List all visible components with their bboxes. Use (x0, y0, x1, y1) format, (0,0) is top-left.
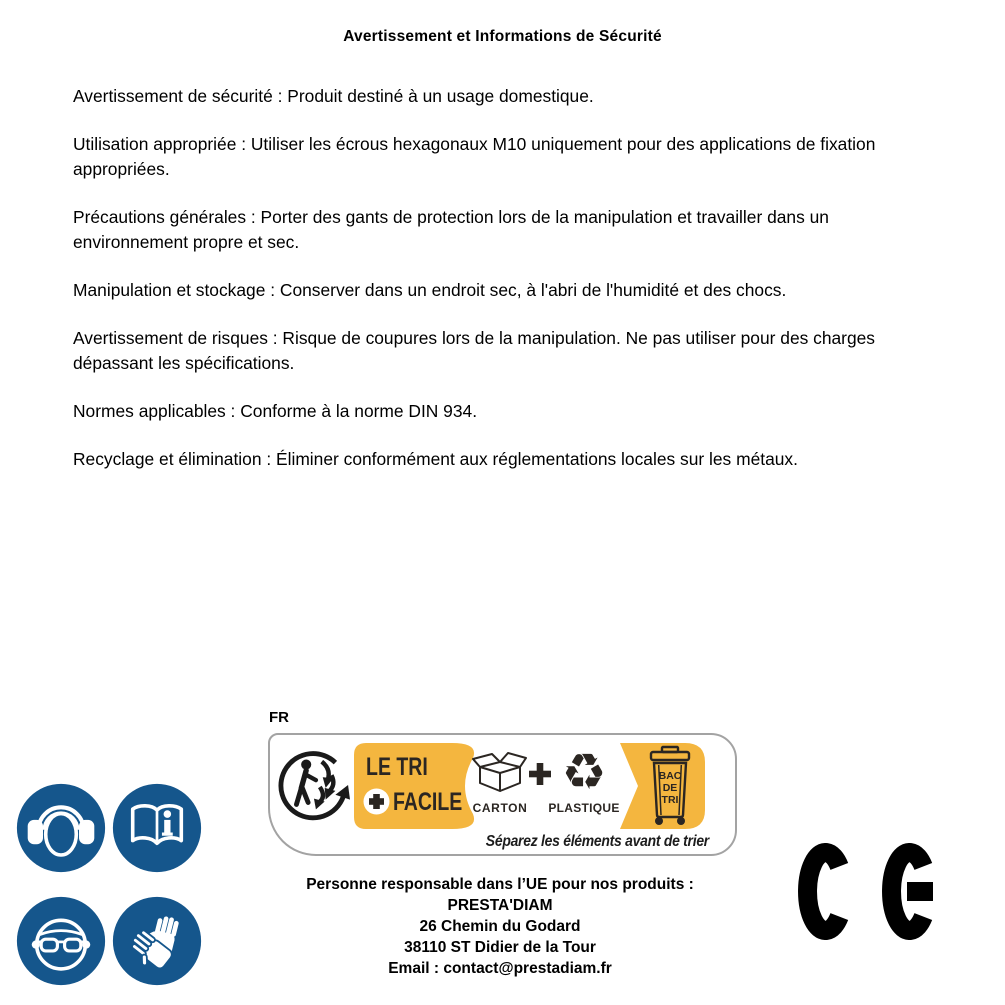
safety-paragraphs (73, 84, 925, 495)
paragraph-standards: Normes applicables : Conforme à la norme DIN 934. (73, 401, 478, 421)
ear-protection-icon (16, 783, 106, 873)
eye-protection-icon (16, 896, 106, 986)
plastique-label: PLASTIQUE (548, 801, 620, 815)
recycling-arrows-icon: ♻ (561, 744, 607, 800)
responsible-email: Email : contact@prestadiam.fr (388, 960, 612, 977)
triman-icon (276, 748, 350, 822)
page-title: Avertissement et Informations de Sécurité (343, 28, 662, 45)
responsible-city: 38110 ST Didier de la Tour (404, 939, 596, 956)
responsible-street: 26 Chemin du Godard (419, 918, 581, 935)
bin-label-line3: TRI (661, 794, 679, 806)
le-tri-facile-banner (352, 742, 715, 830)
ce-marking-icon (798, 843, 937, 940)
mandatory-pictograms (16, 783, 202, 986)
responsible-intro: Personne responsable dans l’UE pour nos produits : (306, 876, 694, 893)
read-manual-icon (112, 783, 202, 873)
paragraph-handling-storage: Manipulation et stockage : Conserver dans un endroit sec, à l'abri de l'humidité et des chocs. (73, 280, 787, 300)
bin-label-line2: DE (662, 782, 678, 794)
triman-recycling-label (268, 733, 737, 856)
bin-label-line1: BAC (658, 770, 682, 782)
paragraph-safety-warning: Avertissement de sécurité : Produit destiné à un usage domestique. (73, 86, 594, 106)
paragraph-appropriate-use: Utilisation appropriée : Utiliser les écrous hexagonaux M10 uniquement pour des applications de fixation appropriées. (73, 134, 876, 179)
responsible-person-block (260, 874, 740, 979)
fr-country-code: FR (269, 709, 289, 726)
le-tri-text: LE TRI (366, 752, 428, 781)
facile-text: FACILE (392, 787, 463, 816)
paragraph-recycling: Recyclage et élimination : Éliminer conformément aux réglementations locales sur les métaux. (73, 449, 798, 469)
paragraph-risk-warning: Avertissement de risques : Risque de coupures lors de la manipulation. Ne pas utiliser pour des charges dépassant les spécifications. (73, 328, 876, 373)
protective-gloves-icon (112, 896, 202, 986)
paragraph-general-precautions: Précautions générales : Porter des gants de protection lors de la manipulation et travailler dans un environnement propre et sec. (73, 207, 829, 252)
sorting-instruction: Séparez les éléments avant de trier (485, 833, 709, 850)
responsible-company: PRESTA'DIAM (447, 897, 553, 914)
materials-plus-icon (529, 763, 551, 785)
carton-label: CARTON (472, 801, 528, 815)
carton-box-icon (473, 753, 526, 791)
